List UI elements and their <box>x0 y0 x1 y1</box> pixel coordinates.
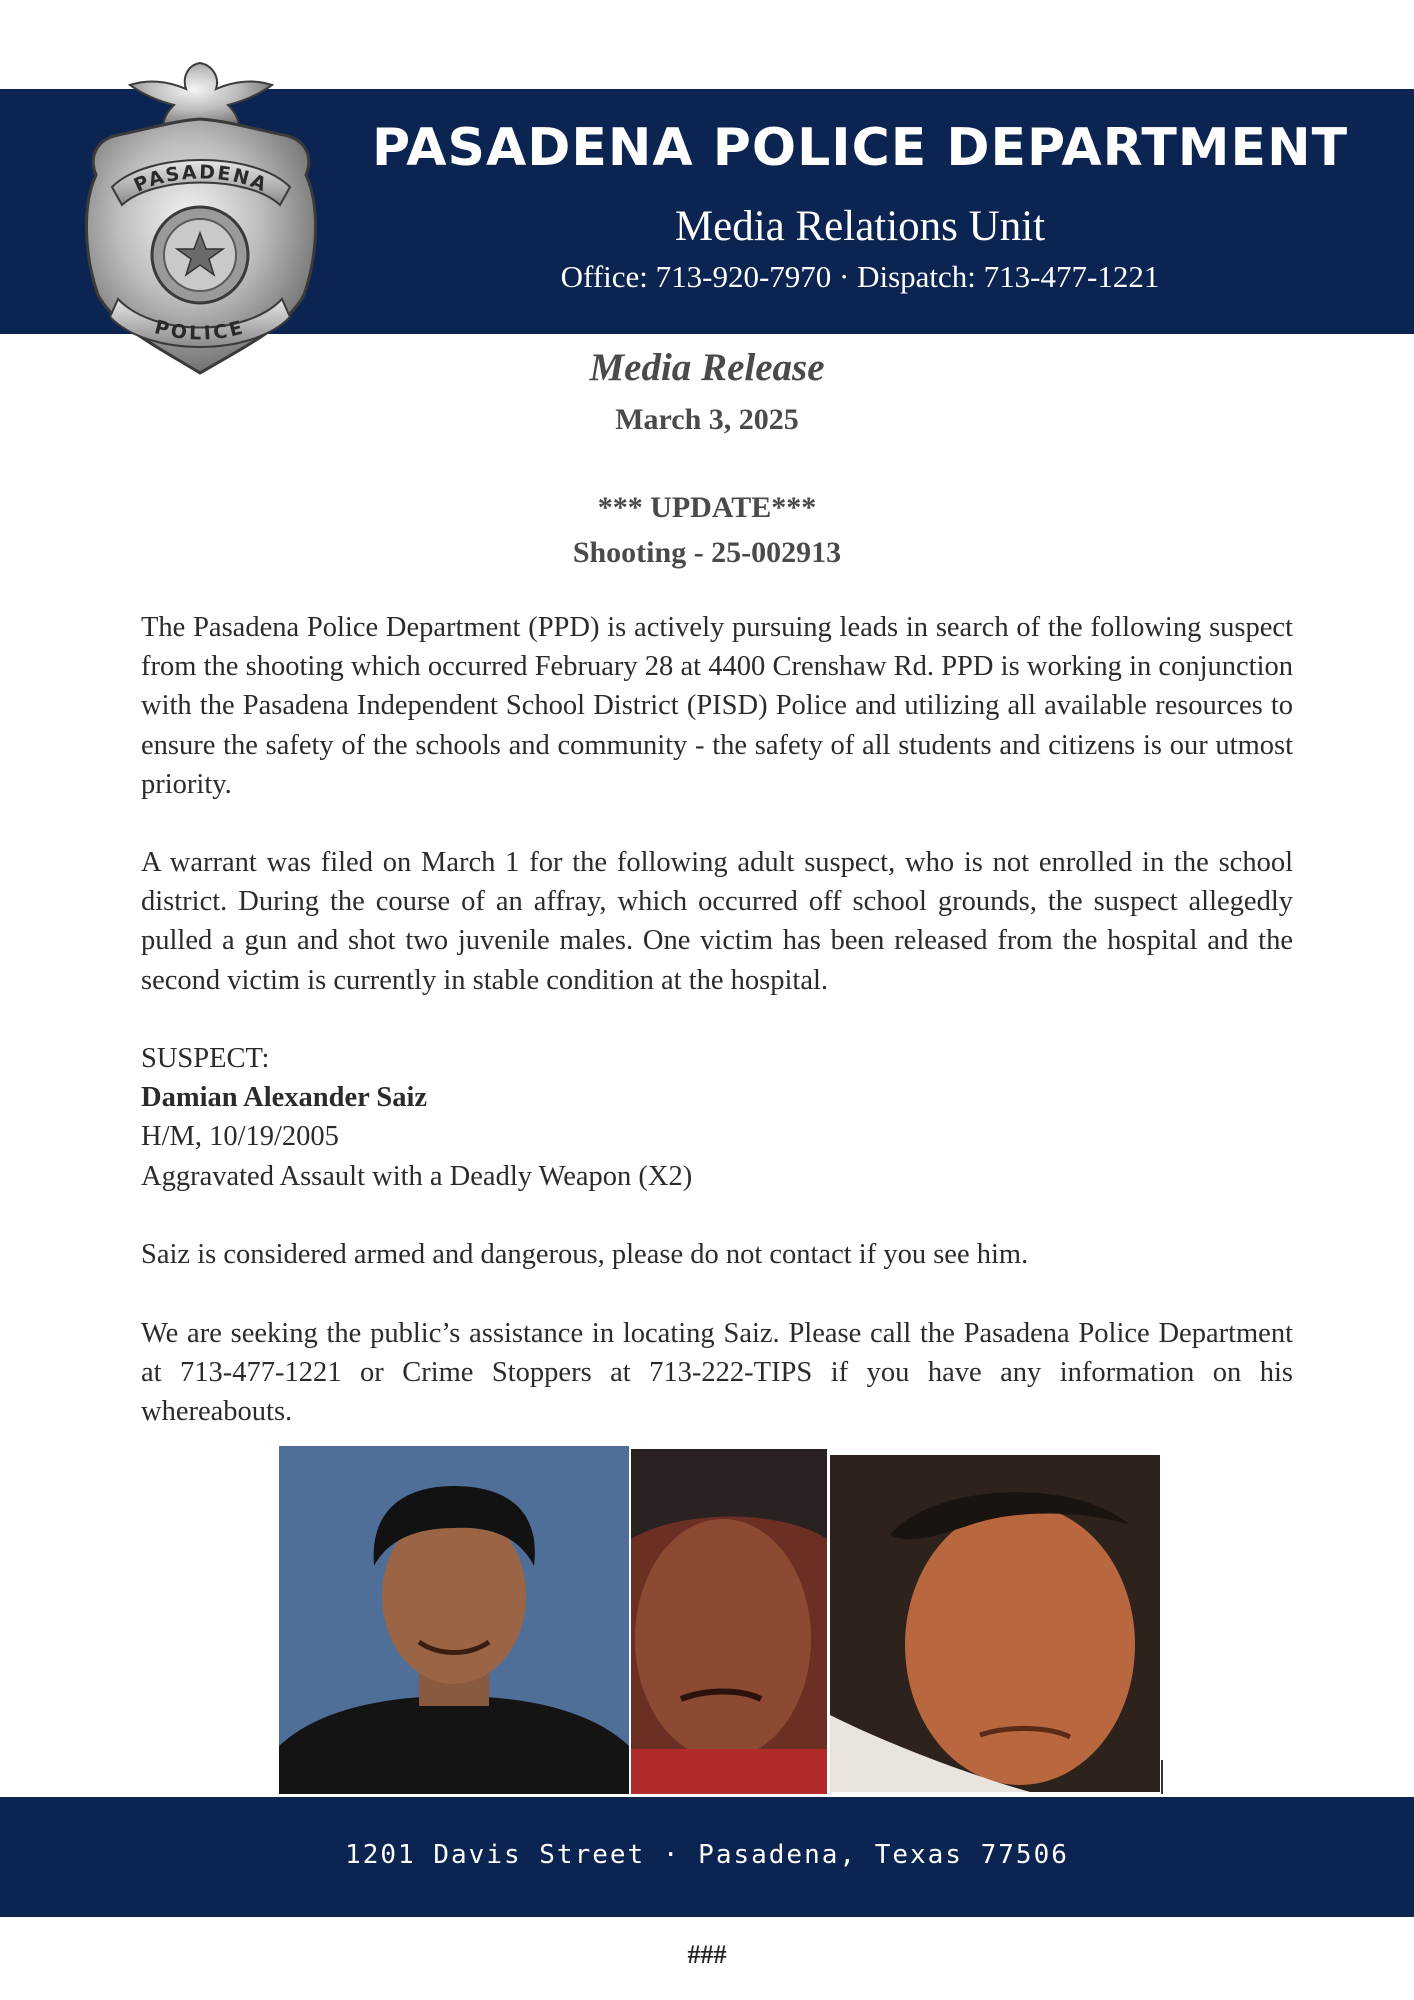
paragraph-assistance: We are seeking the public’s assistance in locating Saiz. Please call the Pasadena Police Department at 713-477-1221 or Crime Stoppers at 713-222-TIPS if you have any information on his whereabouts. <box>141 1318 1293 1428</box>
footer-address: 1201 Davis Street · Pasadena, Texas 77506 <box>345 1840 1069 1870</box>
police-badge-icon <box>78 55 323 385</box>
badge-bottom-text: POLICE <box>152 316 248 345</box>
update-heading: *** UPDATE*** <box>597 491 817 524</box>
paragraph-warrant: A warrant was filed on March 1 for the following adult suspect, who is not enrolled in the school district. During the course of an affray, which occurred off school grounds, the suspect allegedly pulled a gun and shot two juvenile males. One victim has been released from the hospital and the second victim is currently in stable condition at the hospital. <box>141 847 1293 996</box>
suspect-description: H/M, 10/19/2005 <box>141 1121 339 1153</box>
end-mark: ### <box>687 1940 727 1969</box>
paragraph-pursuit: The Pasadena Police Department (PPD) is actively pursuing leads in search of the following suspect from the shooting which occurred February 28 at 4400 Crenshaw Rd. PPD is working in conjunction with the Pasadena Independent School District (PISD) Police and utilizing all available resources to ensure the safety of the schools and community - the safety of all students and citizens is our utmost priority. <box>141 612 1293 800</box>
photo-edge-mark <box>1161 1760 1163 1794</box>
suspect-photo-1 <box>279 1446 629 1794</box>
suspect-photo-3 <box>830 1455 1160 1792</box>
case-number: Shooting - 25-002913 <box>572 536 842 569</box>
suspect-label: SUSPECT: <box>141 1043 270 1074</box>
suspect-name: Damian Alexander Saiz <box>141 1082 428 1114</box>
release-date: March 3, 2025 <box>615 403 799 436</box>
paragraph-warning: Saiz is considered armed and dangerous, please do not contact if you see him. <box>141 1239 1029 1270</box>
department-title: PASADENA POLICE DEPARTMENT <box>371 118 1349 178</box>
unit-title: Media Relations Unit <box>674 203 1046 250</box>
suspect-block <box>141 1039 1293 1196</box>
contact-phones: Office: 713-920-7970 · Dispatch: 713-477-1221 <box>560 259 1160 294</box>
release-title: Media Release <box>589 346 825 389</box>
badge-top-text: PASADENA <box>130 161 272 197</box>
suspect-photo-2 <box>631 1449 827 1794</box>
suspect-charge: Aggravated Assault with a Deadly Weapon (X2) <box>141 1160 693 1192</box>
